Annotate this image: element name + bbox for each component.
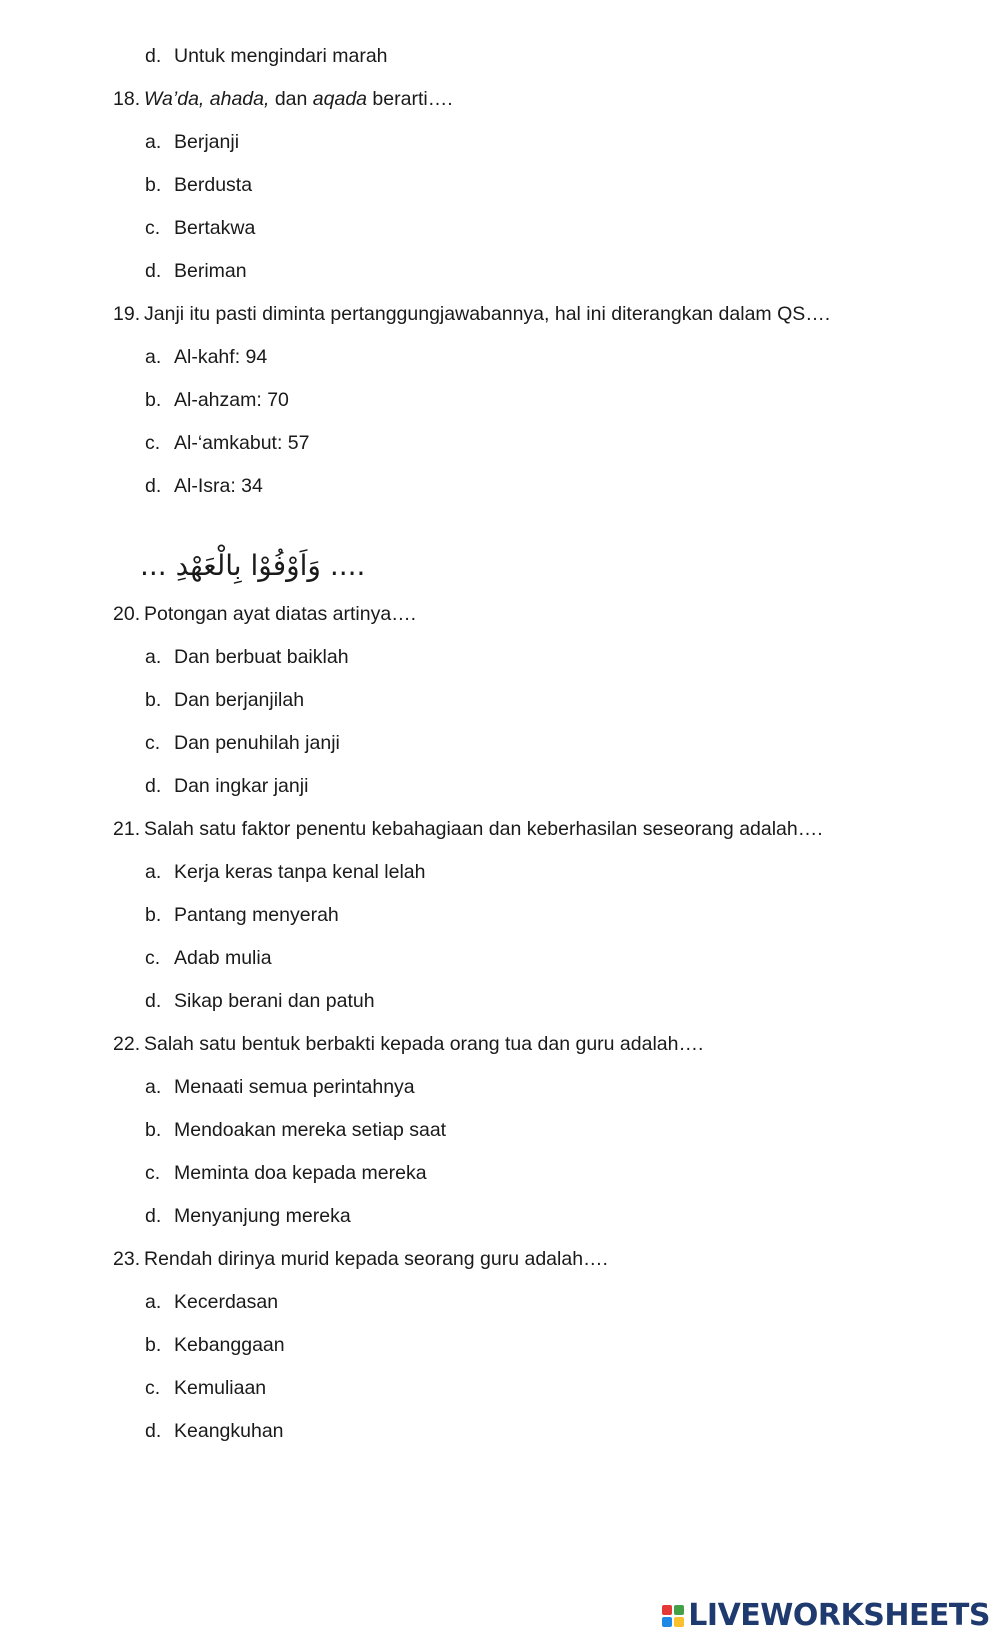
option-text: Kerja keras tanpa kenal lelah	[174, 861, 426, 883]
option-text: Dan berbuat baiklah	[174, 646, 349, 668]
option-text: Sikap berani dan patuh	[174, 990, 375, 1012]
option-text: Kemuliaan	[174, 1377, 267, 1399]
question-text-segment: aqada	[312, 88, 368, 110]
option-letter: d.	[145, 990, 162, 1012]
option-letter: c.	[145, 947, 161, 969]
option-text: Dan berjanjilah	[174, 689, 305, 711]
option-letter: d.	[145, 1205, 162, 1227]
option-text: Berjanji	[174, 131, 240, 153]
option-text: Dan penuhilah janji	[174, 732, 340, 754]
option-letter: c.	[145, 732, 161, 754]
option-text: Al-‘amkabut: 57	[174, 432, 310, 454]
logo-grid-icon	[662, 1605, 684, 1627]
option-letter: b.	[145, 174, 162, 196]
arabic-verse: ... وَاَوْفُوْا بِالْعَهْدِ ....	[140, 549, 366, 582]
question-text	[144, 87, 453, 111]
option-letter: b.	[145, 1334, 162, 1356]
option-text: Menaati semua perintahnya	[174, 1076, 415, 1098]
question-text	[144, 302, 830, 326]
option-text: Al-kahf: 94	[174, 346, 268, 368]
option-text: Al-Isra: 34	[174, 475, 263, 497]
option-letter: a.	[145, 861, 162, 883]
question-number: 18.	[113, 88, 141, 110]
question-number: 20.	[113, 603, 141, 625]
option-text: Meminta doa kepada mereka	[174, 1162, 427, 1184]
question-number: 19.	[113, 303, 141, 325]
liveworksheets-logo	[662, 1598, 990, 1633]
option-text: Berdusta	[174, 174, 253, 196]
option-text: Keangkuhan	[174, 1420, 284, 1442]
question-text-segment: Rendah dirinya murid kepada seorang guru adalah….	[144, 1248, 608, 1270]
question-text-segment: Janji itu pasti diminta pertanggungjawabannya, hal ini diterangkan dalam QS….	[144, 303, 831, 325]
option-letter: d.	[145, 45, 162, 67]
option-text: Al-ahzam: 70	[174, 389, 289, 411]
logo-square-green	[674, 1605, 684, 1615]
logo-square-yellow	[674, 1617, 684, 1627]
question-text	[144, 1032, 703, 1056]
logo-text: LIVEWORKSHEETS	[688, 1598, 990, 1633]
option-letter: a.	[145, 1291, 162, 1313]
question-text	[144, 817, 823, 841]
option-letter: d.	[145, 775, 162, 797]
question-number: 23.	[113, 1248, 141, 1270]
option-letter: b.	[145, 389, 162, 411]
logo-square-blue	[662, 1617, 672, 1627]
question-text-segment: Salah satu faktor penentu kebahagiaan dan keberhasilan seseorang adalah….	[144, 818, 823, 840]
option-letter: d.	[145, 1420, 162, 1442]
question-text-segment: Wa’da, ahada,	[144, 88, 270, 110]
option-letter: d.	[145, 475, 162, 497]
option-text: Kecerdasan	[174, 1291, 279, 1313]
option-text: Dan ingkar janji	[174, 775, 309, 797]
option-letter: b.	[145, 689, 162, 711]
option-letter: c.	[145, 1162, 161, 1184]
option-text: Pantang menyerah	[174, 904, 339, 926]
option-letter: c.	[145, 432, 161, 454]
option-letter: c.	[145, 217, 161, 239]
question-text-segment: Potongan ayat diatas artinya….	[144, 603, 417, 625]
option-text: Bertakwa	[174, 217, 256, 239]
question-text-segment: Salah satu bentuk berbakti kepada orang tua dan guru adalah….	[144, 1033, 704, 1055]
option-text: Kebanggaan	[174, 1334, 285, 1356]
option-letter: b.	[145, 904, 162, 926]
logo-square-red	[662, 1605, 672, 1615]
question-text-segment: berarti….	[367, 88, 453, 110]
option-letter: a.	[145, 346, 162, 368]
question-text	[144, 1247, 608, 1271]
option-letter: a.	[145, 646, 162, 668]
option-text: Beriman	[174, 260, 247, 282]
question-number: 22.	[113, 1033, 141, 1055]
option-letter: a.	[145, 131, 162, 153]
question-text	[144, 602, 416, 626]
option-letter: b.	[145, 1119, 162, 1141]
option-letter: c.	[145, 1377, 161, 1399]
option-letter: a.	[145, 1076, 162, 1098]
option-text: Menyanjung mereka	[174, 1205, 351, 1227]
question-text-segment: dan	[269, 88, 313, 110]
option-text: Adab mulia	[174, 947, 272, 969]
option-text: Mendoakan mereka setiap saat	[174, 1119, 447, 1141]
question-number: 21.	[113, 818, 141, 840]
option-letter: d.	[145, 260, 162, 282]
option-text: Untuk mengindari marah	[174, 45, 388, 67]
